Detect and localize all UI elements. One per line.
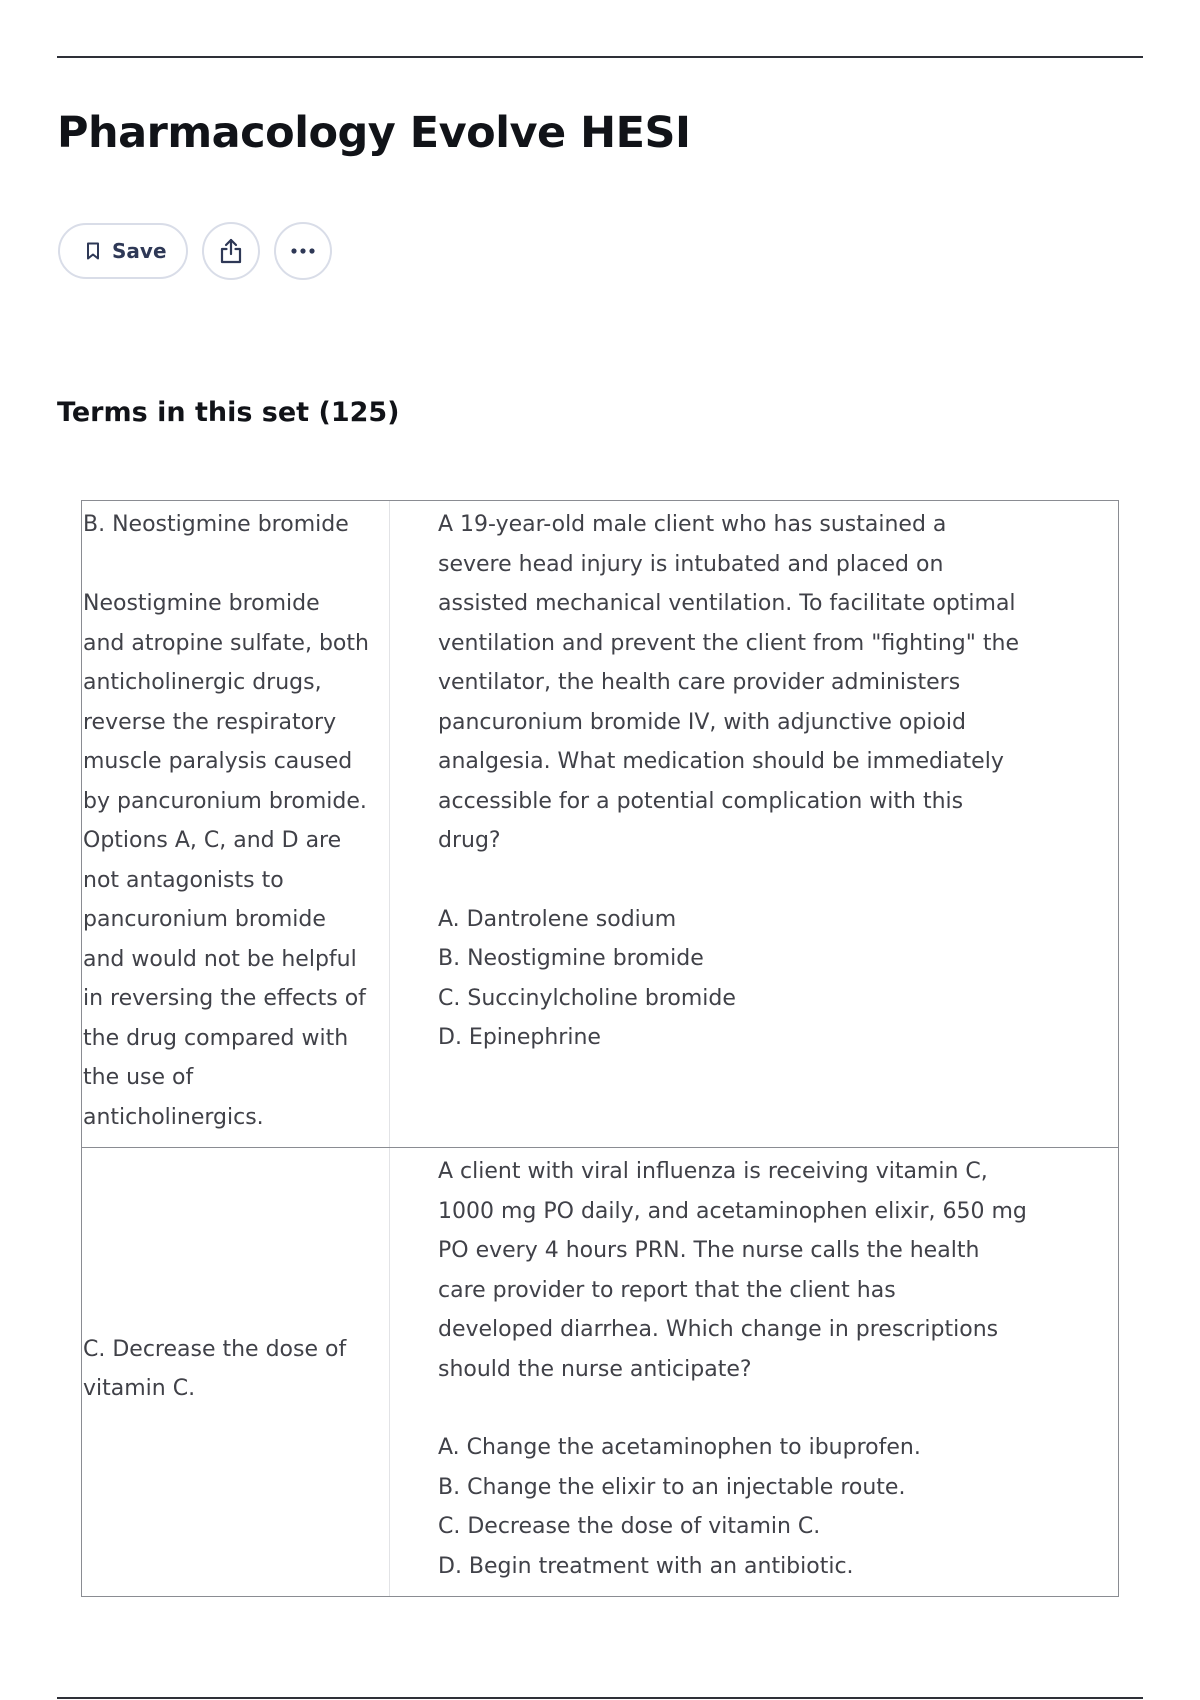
- option-item: A. Dantrolene sodium: [438, 906, 677, 932]
- option-list: [438, 900, 1078, 1058]
- bottom-divider: [57, 1697, 1143, 1699]
- term-question: [390, 1148, 1118, 1596]
- page-title: Pharmacology Evolve HESI: [57, 108, 691, 158]
- option-item: C. Decrease the dose of vitamin C.: [438, 1514, 821, 1539]
- save-button[interactable]: [58, 223, 188, 279]
- more-options-button[interactable]: [274, 222, 332, 280]
- term-answer: [82, 1148, 390, 1596]
- question-text: A client with viral influenza is receiving vitamin C, 1000 mg PO daily, and acetaminophen elixir, 650 mg PO every 4 hours PRN. The nurse calls the health care provider to report that the client has developed diarrhea. Which change in prescriptions should the nurse anticipate?: [438, 1159, 1027, 1382]
- option-list: [438, 1428, 1078, 1586]
- term-card: [82, 501, 1118, 1147]
- top-divider: [57, 56, 1143, 58]
- term-card: [82, 1147, 1118, 1596]
- term-answer: B. Neostigmine bromide Neostigmine bromide and atropine sulfate, both anticholinergic drugs, reverse the respiratory muscle paralysis caused by pancuronium bromide. Options A, C, and D are not antagonists to pancuronium bromide and would not be helpful in reversing the effects of the drug compared with the use of anticholinergics.: [82, 501, 390, 1147]
- option-item: A. Change the acetaminophen to ibuprofen.: [438, 1435, 921, 1460]
- terms-table: [81, 500, 1119, 1597]
- share-icon: [218, 237, 244, 265]
- share-button[interactable]: [202, 222, 260, 280]
- term-question: [390, 501, 1118, 1147]
- answer-text: C. Decrease the dose of vitamin C.: [83, 1336, 347, 1401]
- option-item: B. Change the elixir to an injectable route.: [438, 1474, 906, 1500]
- save-label: Save: [112, 239, 167, 263]
- question-text: A 19-year-old male client who has sustained a severe head injury is intubated and placed on assisted mechanical ventilation. To facilitate optimal ventilation and prevent the client from "fighting" the ventilator, the health care provider administers pancuronium bromide IV, with adjunctive opioid analgesia. What medication should be immediately accessible for a potential complication with this drug?: [438, 512, 1019, 853]
- more-icon: [290, 247, 316, 255]
- action-bar: [58, 222, 332, 280]
- option-item: B. Neostigmine bromide: [438, 946, 704, 971]
- terms-heading: Terms in this set (125): [57, 397, 400, 428]
- option-item: D. Epinephrine: [438, 1025, 601, 1050]
- option-item: D. Begin treatment with an antibiotic.: [438, 1553, 854, 1579]
- option-item: C. Succinylcholine bromide: [438, 985, 736, 1011]
- bookmark-icon: [86, 242, 100, 260]
